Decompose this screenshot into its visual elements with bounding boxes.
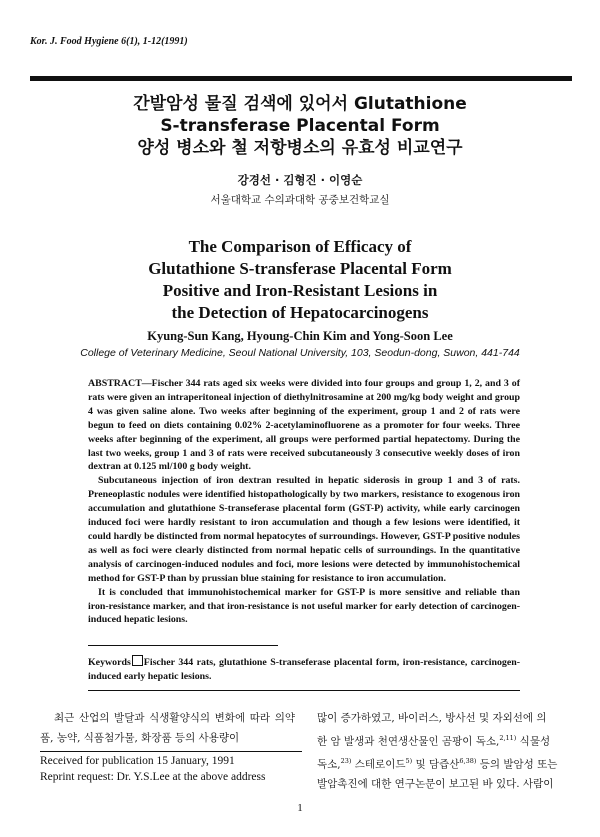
citation-superscript: 5) [405,756,413,765]
abstract [88,377,520,627]
korean-title-line: 간발암성 물질 검색에 있어서 Glutathione [133,94,467,114]
body-right-column [317,709,573,794]
keywords-box-icon [132,655,143,666]
english-title-line: Glutathione S-transferase Placental Form [148,259,452,278]
english-title-line: Positive and Iron-Resistant Lesions in [162,281,438,300]
keywords-rule [88,690,520,691]
footnote-received: Received for publication 15 January, 1991 [40,755,235,767]
abstract-paragraph: Subcutaneous injection of iron dextran resulted in hepatic siderosis in group 1 and 3 of rats. Preneoplastic nodules were identified histopathologically by two markers, resistance to exogenous iron accumulation and glutathione S-transeferase placental form (GST-P) activity, while early carcinogen induced foci were hardly resistant to iron accumulation and though a few lesions were identified, it could hardly be distincted from normal hepatocytes of surroundings. However, GST-P positive nodules as well as foci were clearly distincted from normal hepatic cells of surroundings. In the quantitative analysis of carcinogen-induced nodules and foci, more lesions were detected by immunohistochemical method for GST-P than by prussian blue staining for resistance to iron accumulation. [88,475,520,584]
english-title-line: The Comparison of Efficacy of [188,237,412,256]
english-title-line: the Detection of Hepatocarcinogens [171,303,429,322]
abstract-paragraph: It is concluded that immunohistochemical marker for GST-P is more sensitive and reliable than iron-resistance marker, and that iron-resistance is not useful marker for early detection of carcinogen-induced hepatic lesions. [88,586,520,626]
korean-affiliation: 서울대학교 수의과대학 공중보건학교실 [210,194,390,206]
abstract-paragraph: ABSTRACT—Fischer 344 rats aged six weeks were divided into four groups and group 1, 2, and 3 of rats were given an intraperitoneal injection of diethylnitrosamine at 200 mg/kg body weight and group 4 was given saline alone. Two weeks after beginning of the experiment, group 1 and 2 of rats were begun to feed on diets containing 0.02% 2-acetylaminofluorene as a promoter for four weeks. Three weeks after beginning of the experiment, all groups were performed partial hepatectomy. During the last two weeks, group 1 and 3 of rats were received subcutaneously 3 consecutive weekly doses of iron dextran at 0.125 ml/100 g body weight. [88,378,520,473]
body-right-line: 많이 증가하였고, 바이러스, 방사선 및 자외선에 의 [317,712,547,724]
abstract-rule [88,645,278,646]
body-left-column [40,709,295,748]
citation-superscript: 6,38) [459,756,477,765]
citation-superscript: 23) [340,756,352,765]
korean-title-line: S-transferase Placental Form [160,116,440,136]
korean-authors: 강경선 · 김형진 · 이영순 [237,173,363,187]
citation-superscript: 2,11) [499,733,517,742]
journal-citation: Kor. J. Food Hygiene 6(1), 1-12(1991) [30,36,188,47]
body-left-text: 최근 산업의 발달과 식생활양식의 변화에 따라 의약품, 농약, 식품첨가물, 화장품 등의 사용량이 [40,712,295,744]
english-title [60,236,540,324]
korean-title-line: 양성 병소와 철 저항병소의 유효성 비교연구 [137,138,463,158]
body-right-line: 한 암 발생과 천연생산물인 곰팡이 독소,$^{2,11)}$ 식물성 [317,733,551,747]
korean-title [60,93,540,159]
english-affiliation: College of Veterinary Medicine, Seoul National University, 103, Seodun-dong, Suwon, 441-744 [80,347,520,359]
header-rule [30,76,572,81]
keywords [88,655,520,684]
footnote [40,753,310,785]
body-right-line: 발암촉진에 대한 연구논문이 보고된 바 있다. 사람이 [317,777,554,790]
keywords-text: Fischer 344 rats, glutathione S-transeferase placental form, iron-resistance, carcinogen-induced early hepatic lesions. [88,657,520,682]
footnote-reprint: Reprint request: Dr. Y.S.Lee at the above address [40,771,266,783]
keywords-label: Keywords [88,657,131,668]
body-right-line: 독소,$^{23)}$ 스테로이드$^{5)}$ 및 담즙산$^{6,38)}$ 등의 발암성 또는 [317,756,558,770]
english-authors: Kyung-Sun Kang, Hyoung-Chin Kim and Yong-Soon Lee [147,329,453,343]
footnote-rule [40,751,302,752]
page-number: 1 [297,802,303,814]
